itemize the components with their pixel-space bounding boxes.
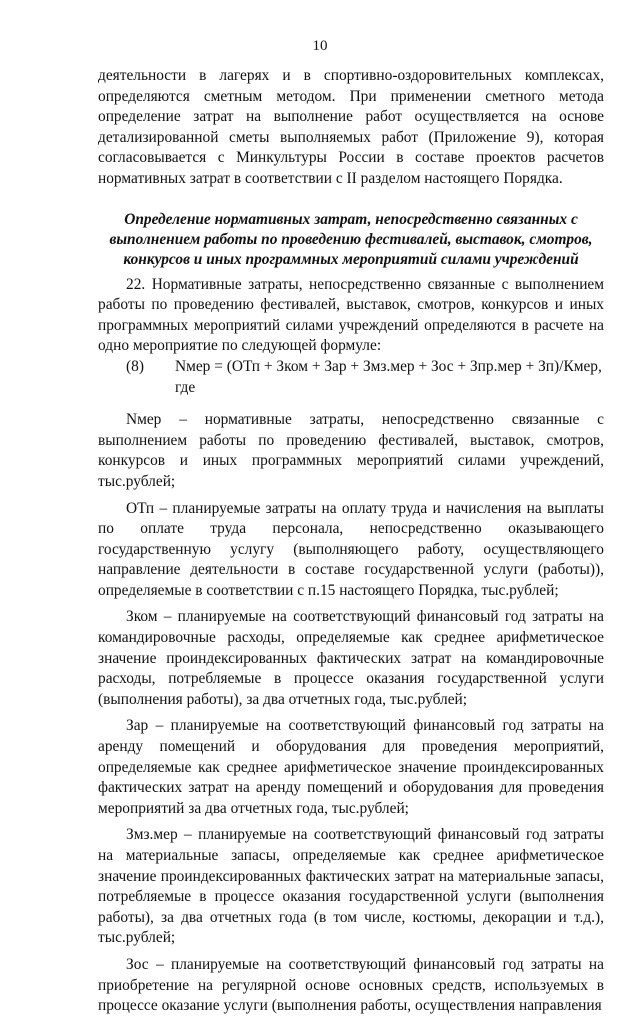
intro-paragraph: деятельности в лагерях и в спортивно-оздоровительных комплексах, определяются сметным методом. При применении сметного метода определение затрат на выполнение работ осуществляется на основе детализированной сметы выполняемых работ (Приложение 9), которая согласовывается с Минкультуры России в составе проектов расчетов нормативных затрат в соответствии с II разделом настоящего Порядка.	[98, 67, 604, 187]
definition-zar: Зар – планируемые на соответствующий финансовый год затраты на аренду помещений и оборудования для проведения мероприятий, определяемые как среднее арифметическое значение проиндексированных фактических затрат на аренду помещений и оборудования для проведения мероприятий за два отчетных года, тыс.рублей;	[98, 717, 604, 817]
formula-where: где	[175, 378, 196, 396]
definition-nmer: Nмер – нормативные затраты, непосредственно связанные с выполнением работы по проведению фестивалей, выставок, смотров, конкурсов и иных программных мероприятий силами учреждений, тыс.рублей;	[98, 411, 604, 490]
formula-line	[98, 357, 604, 378]
definition-zmz-mer: Змз.мер – планируемые на соответствующий финансовый год затраты на материальные запасы, определяемые как среднее арифметическое значение проиндексированных фактических затрат на материальные запасы, потребляемые в процессе оказания государственной услуги (выполнения работы), за два отчетных года (в том числе, костюмы, декорации и т.д.), тыс.рублей;	[98, 826, 604, 947]
clause-22-paragraph: 22. Нормативные затраты, непосредственно связанные с выполнением работы по проведению фестивалей, выставок, смотров, конкурсов и иных программных мероприятий силами учреждений определяются в расчете на одно мероприятие по следующей формуле:	[98, 275, 604, 355]
definition-otp: ОТп – планируемые затраты на оплату труда и начисления на выплаты по оплате труда персонала, непосредственно оказывающего государственную услугу (выполняющего работу, осуществляющего направление деятельности в составе государственной услуги (работы)), определяемые в соответствии с п.15 настоящего Порядка, тыс.рублей;	[98, 499, 604, 599]
formula-number: (8)	[126, 357, 144, 375]
formula-expression: Nмер = (ОТп + Зком + Зар + Змз.мер + Зос + Зпр.мер + Зп)/Кмер,	[175, 357, 602, 375]
page-number: 10	[312, 38, 328, 54]
definition-zos: Зос – планируемые на соответствующий финансовый год затраты на приобретение на регулярной основе основных средств, используемых в процессе оказание услуги (выполнения работы, осуществления направления	[98, 955, 604, 1015]
document-body	[98, 66, 604, 1017]
definition-zkom: Зком – планируемые на соответствующий финансовый год затраты на командировочные расходы, определяемые как среднее арифметическое значение проиндексированных фактических затрат на командировочные расходы, потребляемые в процессе оказания государственной услуги (выполнения работы), за два отчетных года, тыс.рублей;	[98, 608, 604, 708]
section-heading: Определение нормативных затрат, непосредственно связанных с выполнением работы по проведению фестивалей, выставок, смотров, конкурсов и иных программных мероприятий силами учреждений	[109, 210, 593, 268]
